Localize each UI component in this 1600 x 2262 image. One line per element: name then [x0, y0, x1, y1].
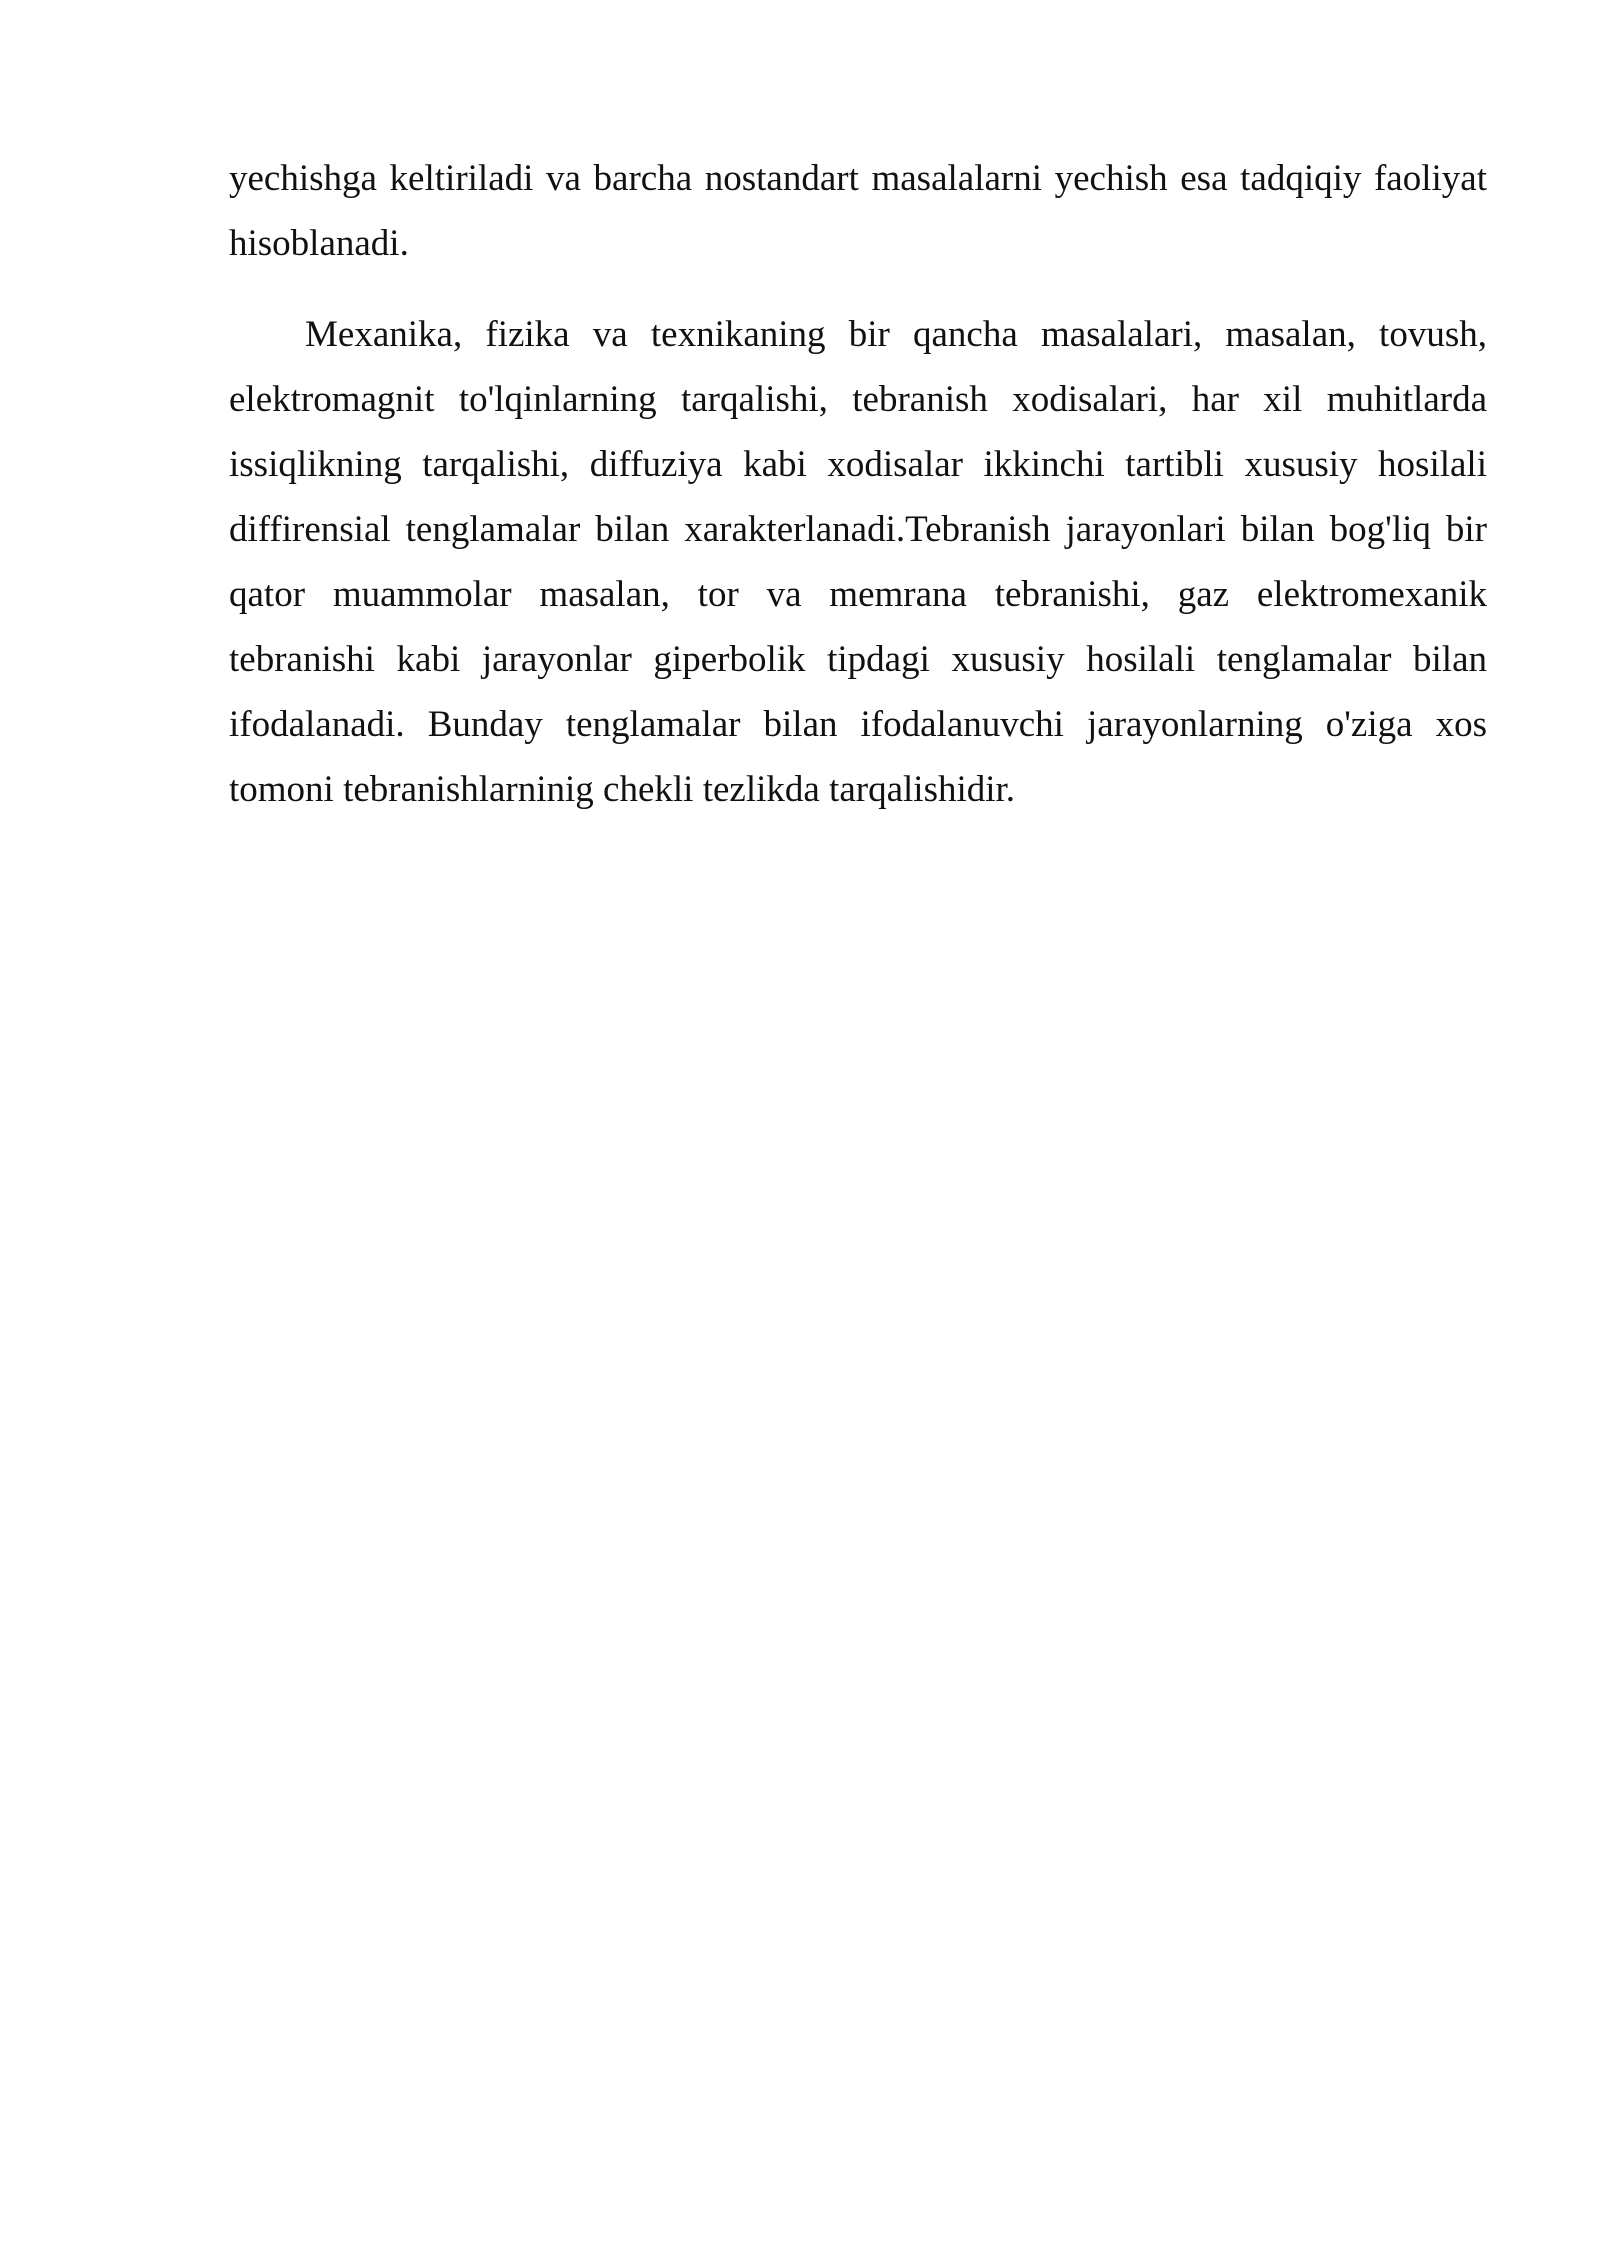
paragraph-continuation: yechishga keltiriladi va barcha nostandart masalalarni yechish esa tadqiqiy faoliyat hisoblanadi.: [229, 158, 1487, 264]
paragraph-mechanics: Mexanika, fizika va texnikaning bir qancha masalalari, masalan, tovush, elektromagnit to'lqinlarning tarqalishi, tebranish xodisalari, har xil muhitlarda issiqlikning tarqalishi, diffuziya kabi xodisalar ikkinchi tartibli xususiy hosilali diffirensial tenglamalar bilan xarakterlanadi.Tebranish jarayonlari bilan bog'liq bir qator muammolar masalan, tor va memrana tebranishi, gaz elektromexanik tebranishi kabi jarayonlar giperbolik tipdagi xususiy hosilali tenglamalar bilan ifodalanadi. Bunday tenglamalar bilan ifodalanuvchi jarayonlarning o'ziga xos tomoni tebranishlarninig chekli tezlikda tarqalishidir.: [229, 314, 1487, 810]
document-body: [229, 146, 1487, 822]
